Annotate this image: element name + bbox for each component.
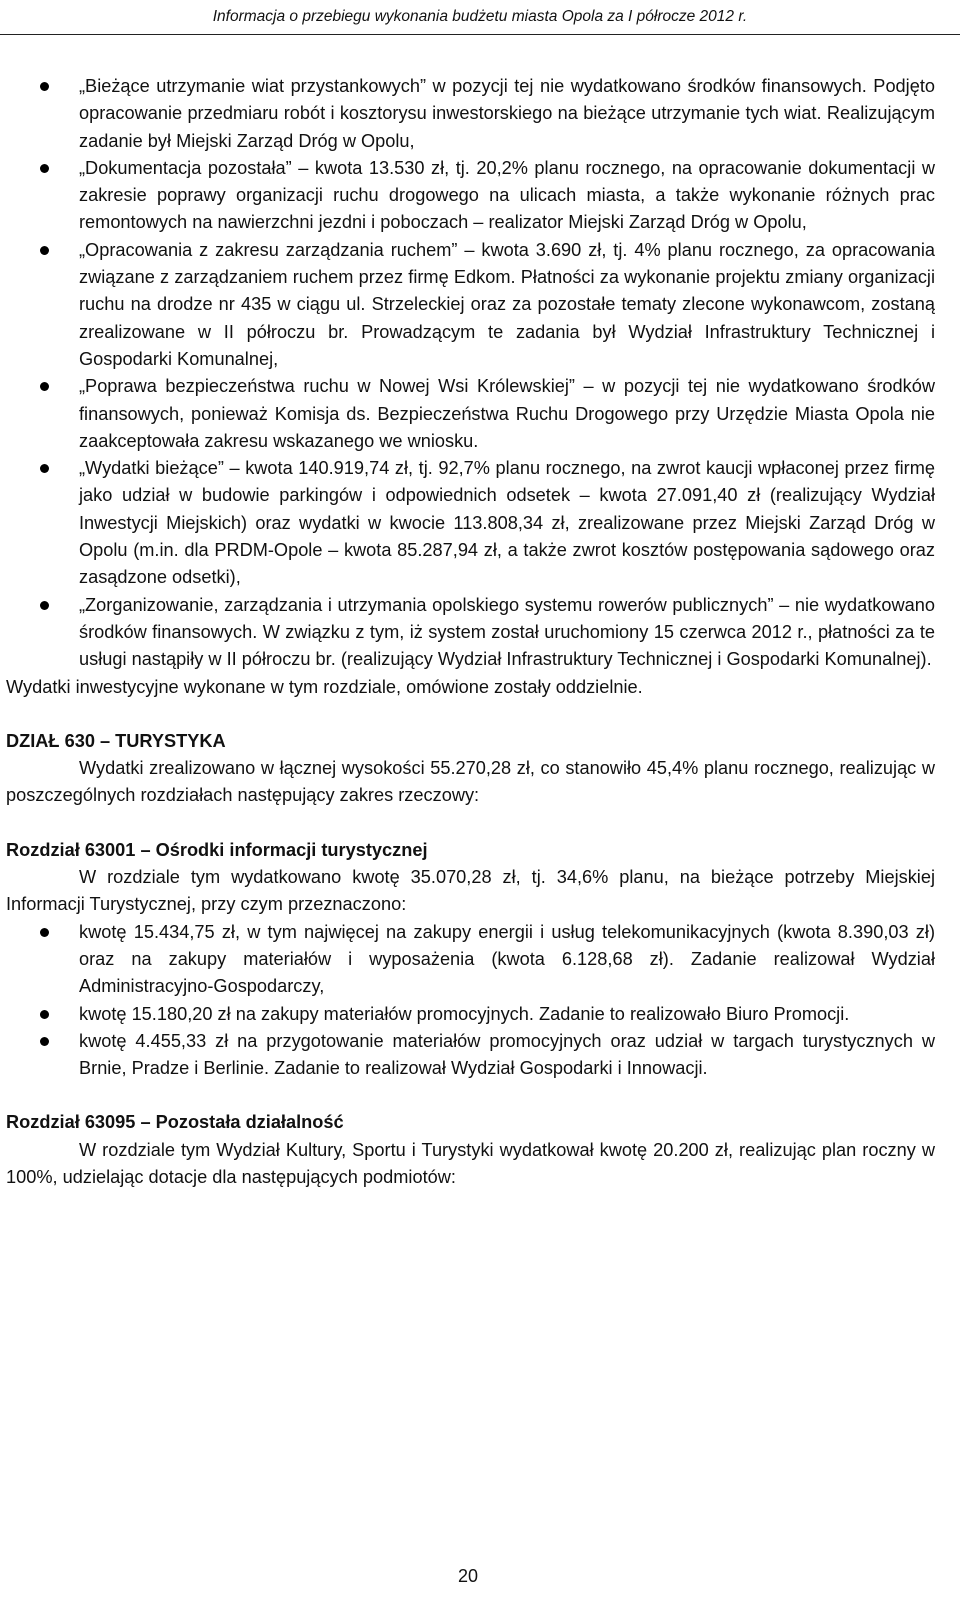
list-item: „Bieżące utrzymanie wiat przystankowych” w pozycji tej nie wydatkowano środków finansowych. Podjęto opracowanie przedmiaru robót i kosztorysu inwestorskiego na bieżące utrzymanie tych wiat. Realizującym zadanie był Miejski Zarząd Dróg w Opolu, (6, 73, 935, 155)
spacer (6, 701, 935, 728)
section-text-63001: W rozdziale tym wydatkowano kwotę 35.070,28 zł, tj. 34,6% planu, na bieżące potrzeby Miejskiej Informacji Turystycznej, przy czym przeznaczono: (6, 867, 935, 915)
bullet-list-road-tasks (6, 73, 935, 674)
list-item: „Dokumentacja pozostała” – kwota 13.530 zł, tj. 20,2% planu rocznego, na opracowanie dokumentacji w zakresie poprawy organizacji ruchu drogowego na ulicach miasta, a także wykonanie różnych prac remontowych na nawierzchni jezdni i poboczach – realizator Miejski Zarząd Dróg w Opolu, (6, 155, 935, 237)
list-item: „Wydatki bieżące” – kwota 140.919,74 zł, tj. 92,7% planu rocznego, na zwrot kaucji wpłaconej przez firmę jako udział w budowie parkingów i odpowiednich odsetek – kwota 27.091,40 zł (realizujący Wydział Inwestycji Miejskich) oraz wydatki w kwocie 113.808,34 zł, zrealizowane przez Miejski Zarząd Dróg w Opolu (m.in. dla PRDM-Opole – kwota 85.287,94 zł, a także zwrot kosztów postępowania sądowego oraz zasądzone odsetki), (6, 455, 935, 591)
spacer (6, 810, 935, 837)
running-header (0, 0, 960, 35)
bullet-icon (40, 246, 49, 255)
section-heading-630: DZIAŁ 630 – TURYSTYKA (6, 730, 226, 751)
list-item: kwotę 15.180,20 zł na zakupy materiałów promocyjnych. Zadanie to realizowało Biuro Promocji. (6, 1001, 935, 1028)
section-text-63095: W rozdziale tym Wydział Kultury, Sportu i Turystyki wydatkował kwotę 20.200 zł, realizując plan roczny w 100%, udzielając dotacje dla następujących podmiotów: (6, 1139, 935, 1187)
investment-note: Wydatki inwestycyjne wykonane w tym rozdziale, omówione zostały oddzielnie. (6, 676, 643, 697)
bullet-icon (40, 1010, 49, 1019)
section-text-630: Wydatki zrealizowano w łącznej wysokości 55.270,28 zł, co stanowiło 45,4% planu rocznego, realizując w poszczególnych rozdziałach następujący zakres rzeczowy: (6, 758, 935, 806)
list-item: „Zorganizowanie, zarządzania i utrzymania opolskiego systemu rowerów publicznych” – nie wydatkowano środków finansowych. W związku z tym, iż system został uruchomiony 15 czerwca 2012 r., płatności za te usługi nastąpiły w II półroczu br. (realizujący Wydział Infrastruktury Technicznej i Gospodarki Komunalnej). (6, 592, 935, 674)
bullet-icon (40, 464, 49, 473)
spacer (6, 1082, 935, 1109)
document-title: Informacja o przebiegu wykonania budżetu miasta Opola za I półrocze 2012 r. (212, 8, 748, 25)
page-content (6, 73, 935, 1191)
section-heading-63001: Rozdział 63001 – Ośrodki informacji turystycznej (6, 839, 428, 860)
list-item: „Opracowania z zakresu zarządzania ruchem” – kwota 3.690 zł, tj. 4% planu rocznego, za opracowania związane z zarządzaniem ruchem przez firmę Edkom. Płatności za wykonanie projektu zmiany organizacji ruchu na drodze nr 435 w ciągu ul. Strzeleckiej oraz za pozostałe tematy zlecone wykonawcom, zostaną zrealizowane w II półroczu br. Prowadzącym te zadania był Wydział Infrastruktury Technicznej i Gospodarki Komunalnej, (6, 237, 935, 373)
page-number: 20 (457, 1566, 479, 1586)
bullet-icon (40, 164, 49, 173)
bullet-icon (40, 601, 49, 610)
list-item: kwotę 15.434,75 zł, w tym najwięcej na zakupy energii i usług telekomunikacyjnych (kwota 8.390,03 zł) oraz na zakupy materiałów i wyposażenia (kwota 6.128,68 zł). Zadanie realizował Wydział Administracyjno-Gospodarczy, (6, 919, 935, 1001)
list-item: „Poprawa bezpieczeństwa ruchu w Nowej Wsi Królewskiej” – w pozycji tej nie wydatkowano środków finansowych, ponieważ Komisja ds. Bezpieczeństwa Ruchu Drogowego przy Urzędzie Miasta Opola nie zaakceptowała zakresu wskazanego we wniosku. (6, 373, 935, 455)
bullet-icon (40, 82, 49, 91)
bullet-icon (40, 1037, 49, 1046)
bullet-icon (40, 382, 49, 391)
list-item: kwotę 4.455,33 zł na przygotowanie materiałów promocyjnych oraz udział w targach turystycznych w Brnie, Pradze i Berlinie. Zadanie to realizował Wydział Gospodarki i Innowacji. (6, 1028, 935, 1083)
section-heading-63095: Rozdział 63095 – Pozostała działalność (6, 1112, 344, 1133)
bullet-icon (40, 928, 49, 937)
bullet-list-63001 (6, 919, 935, 1083)
